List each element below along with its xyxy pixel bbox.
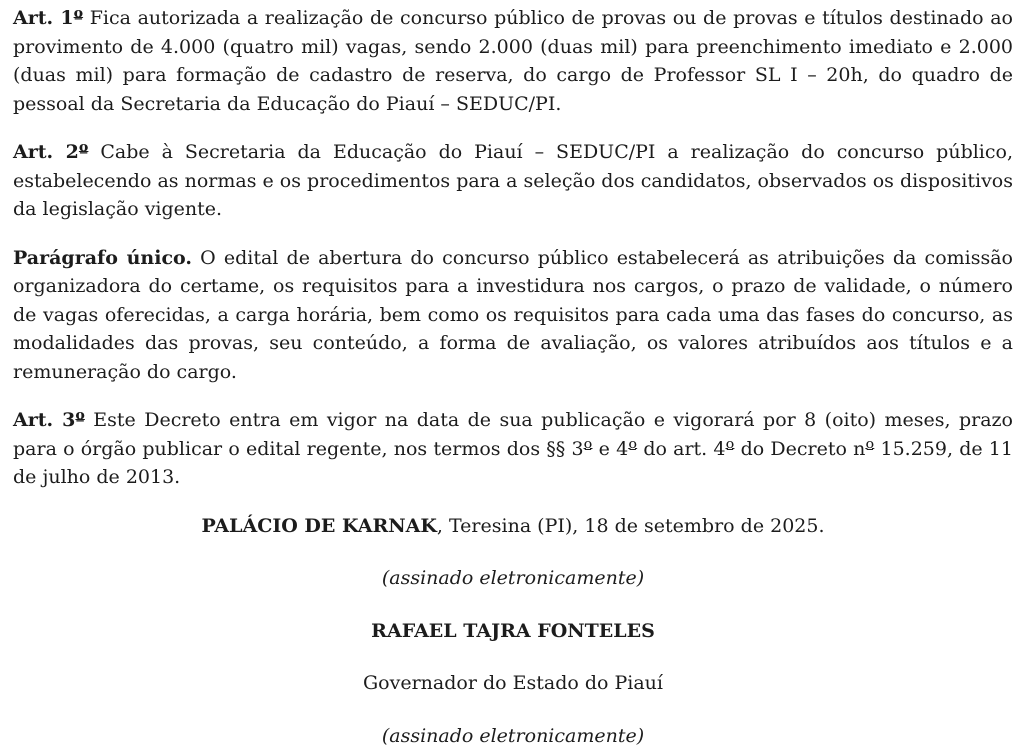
closing-date: , Teresina (PI), 18 de setembro de 2025. <box>437 515 825 537</box>
sole-paragraph-label: Parágrafo único. <box>13 247 192 269</box>
signer-title: Governador do Estado do Piauí <box>13 669 1013 698</box>
signature-note-1: (assinado eletronicamente) <box>13 564 1013 593</box>
article-1-text: Fica autorizada a realização de concurso público de provas ou de provas e títulos destinado ao provimento de 4.000 (quatro mil) vagas, sendo 2.000 (duas mil) para preenchimento imediato e 2.000 (duas mil) para formação de cadastro de reserva, do cargo de Professor SL I – 20h, do quadro de pessoal da Secretaria da Educação do Piauí – SEDUC/PI. <box>13 7 1013 115</box>
article-3-paragraph <box>13 406 1013 492</box>
article-3-text: Este Decreto entra em vigor na data de sua publicação e vigorará por 8 (oito) meses, prazo para o órgão publicar o edital regente, nos termos dos §§ 3º e 4º do art. 4º do Decreto nº 15.259, de 11 de julho de 2013. <box>13 409 1013 488</box>
article-1-label: Art. 1º <box>13 7 83 29</box>
closing-place: PALÁCIO DE KARNAK <box>202 515 437 537</box>
sole-paragraph <box>13 244 1013 387</box>
sole-paragraph-text: O edital de abertura do concurso público estabelecerá as atribuições da comissão organizadora do certame, os requisitos para a investidura nos cargos, o prazo de validade, o número de vagas oferecidas, a carga horária, bem como os requisitos para cada uma das fases do concurso, as modalidades das provas, seu conteúdo, a forma de avaliação, os valores atribuídos aos títulos e a remuneração do cargo. <box>13 247 1013 383</box>
closing-place-date-line <box>13 512 1013 541</box>
article-2-paragraph <box>13 138 1013 224</box>
article-2-text: Cabe à Secretaria da Educação do Piauí – SEDUC/PI a realização do concurso público, estabelecendo as normas e os procedimentos para a seleção dos candidatos, observados os dispositivos da legislação vigente. <box>13 141 1013 220</box>
article-2-label: Art. 2º <box>13 141 88 163</box>
signature-note-2: (assinado eletronicamente) <box>13 722 1013 750</box>
article-3-label: Art. 3º <box>13 409 85 431</box>
signer-name: RAFAEL TAJRA FONTELES <box>13 617 1013 646</box>
article-1-paragraph <box>13 4 1013 118</box>
